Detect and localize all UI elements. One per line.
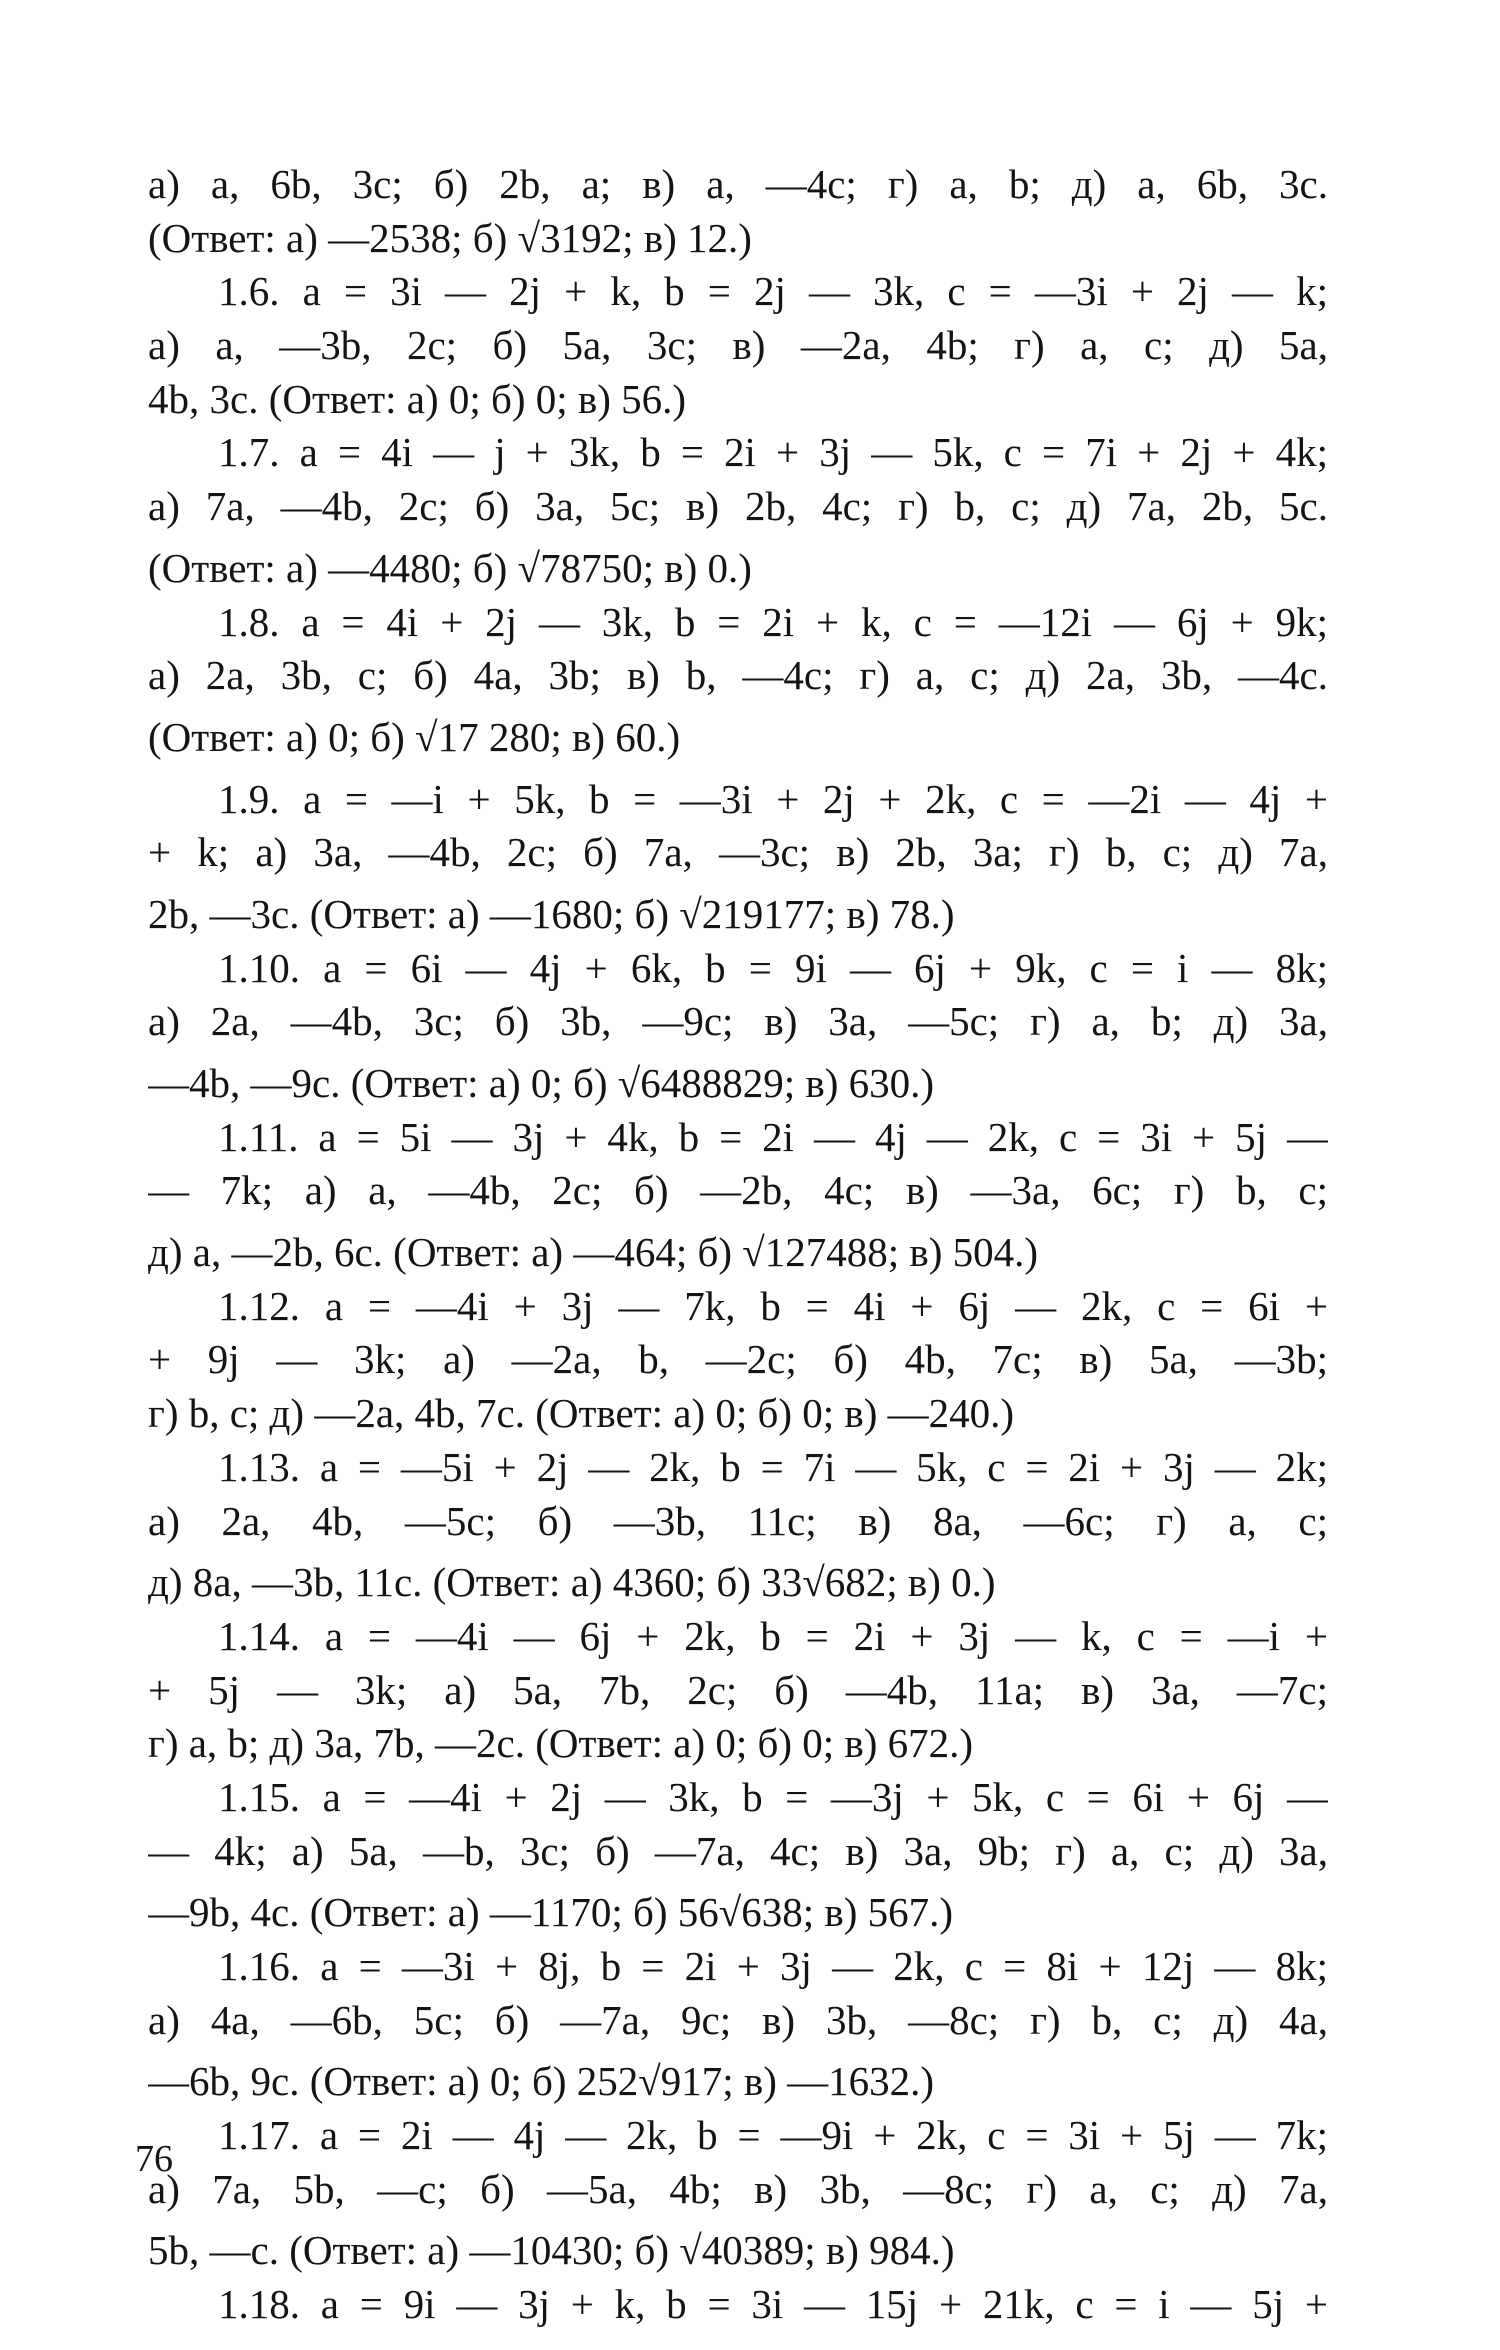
problem-1-11-header: 1.11. a = 5i — 3j + 4k, b = 2i — 4j — 2k, c = 3i + 5j — (218, 1113, 1328, 1160)
problem-1-16-header: 1.16. a = —3i + 8j, b = 2i + 3j — 2k, c = 8i + 12j — 8k; (218, 1943, 1328, 1989)
text-line: а) 2a, —4b, 3c; б) 3b, —9c; в) 3a, —5c; г) a, b; д) 3a, (148, 998, 1328, 1045)
text-line: а) 7a, —4b, 2c; б) 3a, 5c; в) 2b, 4c; г) b, c; д) 7a, 2b, 5c. (148, 483, 1328, 530)
text-line: 4b, 3c. (Ответ: а) 0; б) 0; в) 56.) (148, 375, 687, 422)
problem-1-13-header: 1.13. a = —5i + 2j — 2k, b = 7i — 5k, c = 2i + 3j — 2k; (218, 1443, 1328, 1490)
text-line: + 5j — 3k; а) 5a, 7b, 2c; б) —4b, 11a; в) 3a, —7c; (148, 1666, 1328, 1713)
text-line: (Ответ: а) —2538; б) √3192; в) 12.) (148, 214, 752, 261)
text-line: д) a, —2b, 6c. (Ответ: а) —464; б) √127488; в) 504.) (148, 1229, 1039, 1276)
text-line: (Ответ: а) —4480; б) √78750; в) 0.) (148, 544, 752, 591)
problem-1-9-header: 1.9. a = —i + 5k, b = —3i + 2j + 2k, c = —2i — 4j + (218, 775, 1328, 822)
text-line: + k; а) 3a, —4b, 2c; б) 7a, —3c; в) 2b, 3a; г) b, c; д) 7a, (148, 829, 1328, 876)
page-body (148, 158, 1328, 2332)
problem-1-10-header: 1.10. a = 6i — 4j + 6k, b = 9i — 6j + 9k, c = i — 8k; (218, 944, 1328, 991)
text-line: д) 8a, —3b, 11c. (Ответ: а) 4360; б) 33√682; в) 0.) (148, 1559, 996, 1606)
text-line: + 9j — 3k; а) —2a, b, —2c; б) 4b, 7c; в) 5a, —3b; (148, 1336, 1328, 1383)
text-line: г) a, b; д) 3a, 7b, —2c. (Ответ: а) 0; б) 0; в) 672.) (148, 1720, 974, 1767)
text-line: 5b, —c. (Ответ: а) —10430; б) √40389; в) 984.) (148, 2227, 955, 2274)
problem-1-7-header: 1.7. a = 4i — j + 3k, b = 2i + 3j — 5k, c = 7i + 2j + 4k; (218, 429, 1328, 476)
problem-1-6-header: 1.6. a = 3i — 2j + k, b = 2j — 3k, c = —3i + 2j — k; (218, 268, 1328, 315)
text-line: —4b, —9c. (Ответ: а) 0; б) √6488829; в) 630.) (148, 1060, 935, 1106)
problem-1-8-header: 1.8. a = 4i + 2j — 3k, b = 2i + k, c = —12i — 6j + 9k; (218, 598, 1328, 645)
text-line: а) a, 6b, 3c; б) 2b, a; в) a, —4c; г) a, b; д) a, 6b, 3c. (148, 161, 1328, 207)
problem-1-17-header: 1.17. a = 2i — 4j — 2k, b = —9i + 2k, c = 3i + 5j — 7k; (218, 2112, 1328, 2159)
text-line: (Ответ: а) 0; б) √17 280; в) 60.) (148, 713, 681, 760)
text-line: а) 2a, 3b, c; б) 4a, 3b; в) b, —4c; г) a, c; д) 2a, 3b, —4c. (148, 652, 1328, 699)
problem-1-18-header: 1.18. a = 9i — 3j + k, b = 3i — 15j + 21k, c = i — 5j + (218, 2281, 1328, 2328)
text-line: а) 4a, —6b, 5c; б) —7a, 9c; в) 3b, —8c; г) b, c; д) 4a, (148, 1996, 1328, 2043)
text-line: —9b, 4c. (Ответ: а) —1170; б) 56√638; в) 567.) (148, 1889, 954, 1936)
text-line: —6b, 9c. (Ответ: а) 0; б) 252√917; в) —1632.) (148, 2058, 935, 2105)
text-line: а) a, —3b, 2c; б) 5a, 3c; в) —2a, 4b; г) a, c; д) 5a, (148, 322, 1328, 369)
text-line: — 4k; а) 5a, —b, 3c; б) —7a, 4c; в) 3a, 9b; г) a, c; д) 3a, (148, 1827, 1328, 1874)
text-line: 2b, —3c. (Ответ: а) —1680; б) √219177; в) 78.) (148, 890, 955, 937)
problem-1-14-header: 1.14. a = —4i — 6j + 2k, b = 2i + 3j — k, c = —i + (218, 1612, 1328, 1659)
problem-1-15-header: 1.15. a = —4i + 2j — 3k, b = —3j + 5k, c = 6i + 6j — (218, 1773, 1328, 1820)
page-number: 76 (135, 2138, 173, 2180)
text-line: а) 7a, 5b, —c; б) —5a, 4b; в) 3b, —8c; г) a, c; д) 7a, (148, 2165, 1328, 2212)
text-line: а) 2a, 4b, —5c; б) —3b, 11c; в) 8a, —6c; г) a, c; (148, 1497, 1328, 1544)
text-line: г) b, c; д) —2a, 4b, 7c. (Ответ: а) 0; б) 0; в) —240.) (148, 1390, 1015, 1437)
problem-1-12-header: 1.12. a = —4i + 3j — 7k, b = 4i + 6j — 2k, c = 6i + (218, 1282, 1328, 1329)
text-line: — 7k; а) a, —4b, 2c; б) —2b, 4c; в) —3a, 6c; г) b, c; (148, 1167, 1328, 1214)
